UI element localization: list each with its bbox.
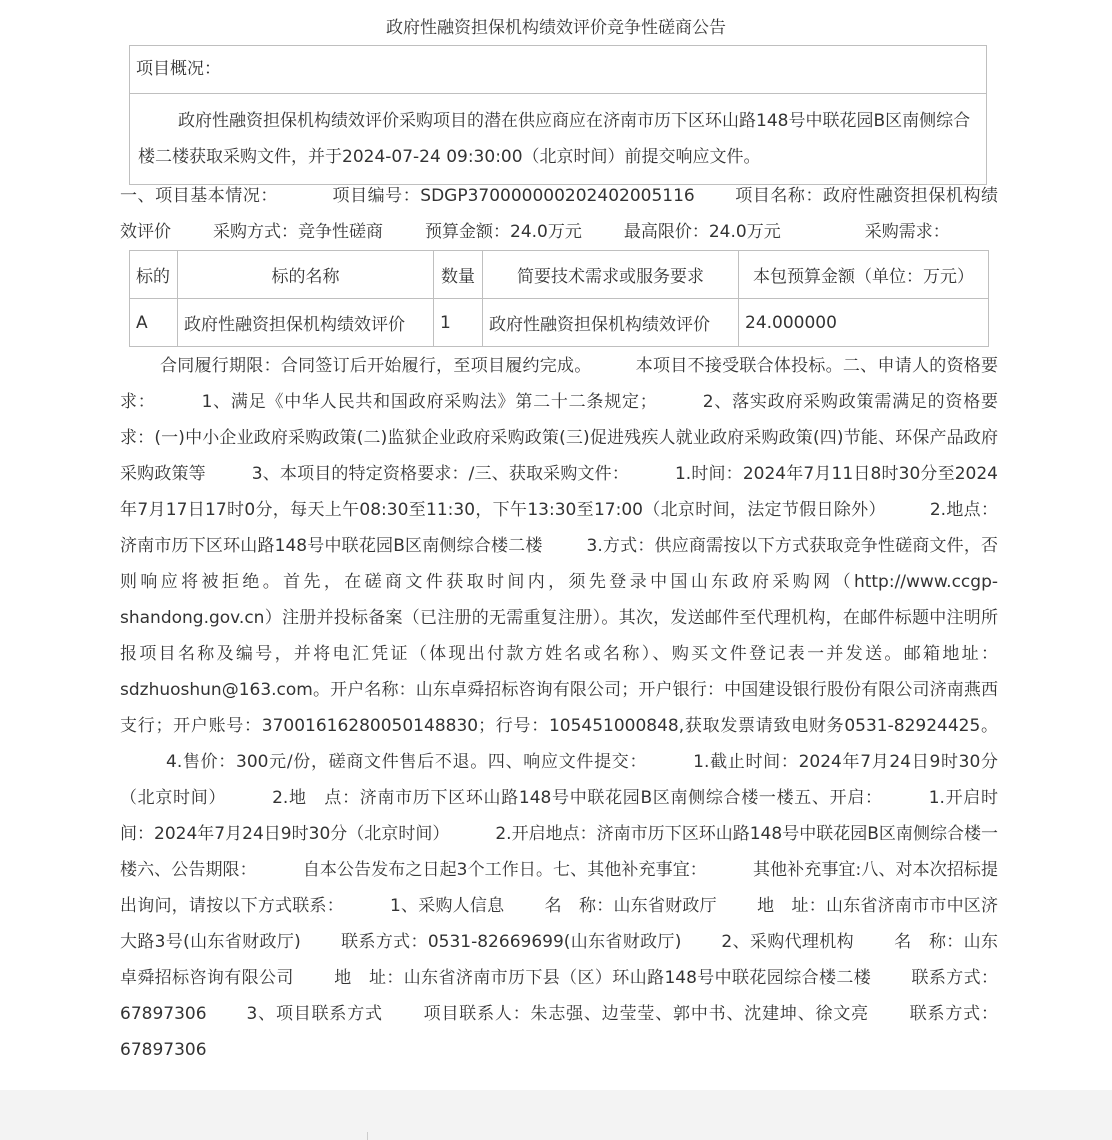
- agency-name: 名 称：山东卓舜招标咨询有限公司: [120, 932, 998, 988]
- table-cell: 政府性融资担保机构绩效评价: [483, 299, 739, 347]
- agency-address: 地 址：山东省济南市历下县（区）环山路148号中联花园综合楼二楼: [333, 968, 872, 988]
- procurement-demand-label: 采购需求：: [864, 222, 950, 242]
- procurement-method: 采购方式：竞争性磋商: [213, 222, 383, 242]
- purchaser-contact: 联系方式：0531-82669699(山东省财政厅): [340, 932, 682, 952]
- page-footer: [0, 1090, 1112, 1140]
- column-header: 数量: [434, 251, 483, 299]
- document-price: 4.售价：300元/份，磋商文件售后不退。四、响应文件提交：: [166, 752, 648, 772]
- joint-bid-note: 本项目不接受联合体投标。二、申请人的资格要求：: [120, 356, 999, 412]
- table-cell: 24.000000: [739, 299, 989, 347]
- table-cell: 1: [434, 299, 483, 347]
- lot-table: [129, 250, 989, 347]
- overview-heading: 项目概况：: [130, 46, 986, 94]
- acquire-time: 1.时间：2024年7月11日8时30分至2024年7月17日17时0分，每天上午08:30至11:30，下午13:30至17:00（北京时间，法定节假日除外）: [120, 464, 998, 520]
- contract-term: 合同履行期限：合同签订后开始履行，至项目履约完成。: [160, 356, 592, 376]
- page-title: 政府性融资担保机构绩效评价竞争性磋商公告: [386, 18, 726, 38]
- opening-time: 1.开启时间：2024年7月24日9时30分（北京时间）: [120, 788, 998, 844]
- table-cell: A: [130, 299, 178, 347]
- table-row: [130, 299, 989, 347]
- inquiry-contact: 其他补充事宜:八、对本次招标提出询问，请按以下方式联系：: [120, 860, 999, 916]
- table-cell: 政府性融资担保机构绩效评价: [178, 299, 434, 347]
- purchaser-info-heading: 1、采购人信息: [389, 896, 505, 916]
- footer-divider: [367, 1132, 368, 1140]
- column-header: 本包预算金额（单位：万元）: [739, 251, 989, 299]
- column-header: 简要技术需求或服务要求: [483, 251, 739, 299]
- acquire-location: 2.地点：济南市历下区环山路148号中联花园B区南侧综合楼二楼: [120, 500, 999, 556]
- overview-body: 政府性融资担保机构绩效评价采购项目的潜在供应商应在济南市历下区环山路148号中联花园B区南侧综合楼二楼获取采购文件，并于2024-07-24 09:30:00（北京时间）前提交响应文件。: [138, 111, 971, 167]
- announcement-period: 自本公告发布之日起3个工作日。七、其他补充事宜：: [302, 860, 707, 880]
- max-price: 最高限价：24.0万元: [623, 222, 781, 242]
- submission-deadline: 1.截止时间：2024年7月24日9时30分（北京时间）: [120, 752, 998, 808]
- project-contact-people: 项目联系人：朱志强、边莹莹、郭中书、沈建坤、徐文亮: [422, 1004, 869, 1024]
- agency-heading: 2、采购代理机构: [721, 932, 854, 952]
- announcement-body: [120, 348, 998, 1068]
- project-name: 项目名称：政府性融资担保机构绩效评价: [120, 186, 998, 242]
- purchaser-address: 地 址：山东省济南市市中区济大路3号(山东省财政厅): [120, 896, 999, 952]
- budget-amount: 预算金额：24.0万元: [425, 222, 582, 242]
- basic-info: [120, 178, 998, 250]
- project-number: 项目编号：SDGP370000000202402005116: [331, 186, 695, 206]
- project-contact-phone: 联系方式：67897306: [120, 1004, 998, 1060]
- column-header: 标的: [130, 251, 178, 299]
- project-overview-box: [129, 45, 987, 185]
- qualification-2: 2、落实政府采购政策需满足的资格要求：(一)中小企业政府采购政策(二)监狱企业政府采购政策(三)促进残疾人就业政府采购政策(四)节能、环保产品政府采购政策等: [120, 392, 998, 484]
- qualification-1: 1、满足《中华人民共和国政府采购法》第二十二条规定；: [201, 392, 657, 412]
- submission-location: 2.地 点：济南市历下区环山路148号中联花园B区南侧综合楼一楼五、开启：: [272, 788, 883, 808]
- acquire-method: 3.方式：供应商需按以下方式获取竞争性磋商文件，否则响应将被拒绝。首先，在磋商文件获取时间内，须先登录中国山东政府采购网（http://www.ccgp-shandong.gov.cn）注册并投标备案（已注册的无需重复注册）。其次，发送邮件至代理机构，在邮件标题中注明所报项目名称及编号，并将电汇凭证（体现出付款方姓名或名称）、购买文件登记表一并发送。邮箱地址：sdzhuoshun@163.com。开户名称：山东卓舜招标咨询有限公司；开户银行：中国建设银行股份有限公司济南燕西支行；开户账号：37001616280050148830；行号：105451000848,获取发票请致电财务0531-82924425。: [120, 536, 999, 736]
- table-header-row: [130, 251, 989, 299]
- basic-section-heading: 一、项目基本情况：: [120, 186, 278, 206]
- purchaser-name: 名 称：山东省财政厅: [544, 896, 717, 916]
- qualification-3: 3、本项目的特定资格要求：/三、获取采购文件：: [251, 464, 629, 484]
- column-header: 标的名称: [178, 251, 434, 299]
- agency-contact: 联系方式：67897306: [120, 968, 999, 1024]
- project-contact-heading: 3、项目联系方式: [246, 1004, 383, 1024]
- opening-location: 2.开启地点：济南市历下区环山路148号中联花园B区南侧综合楼一楼六、公告期限：: [120, 824, 998, 880]
